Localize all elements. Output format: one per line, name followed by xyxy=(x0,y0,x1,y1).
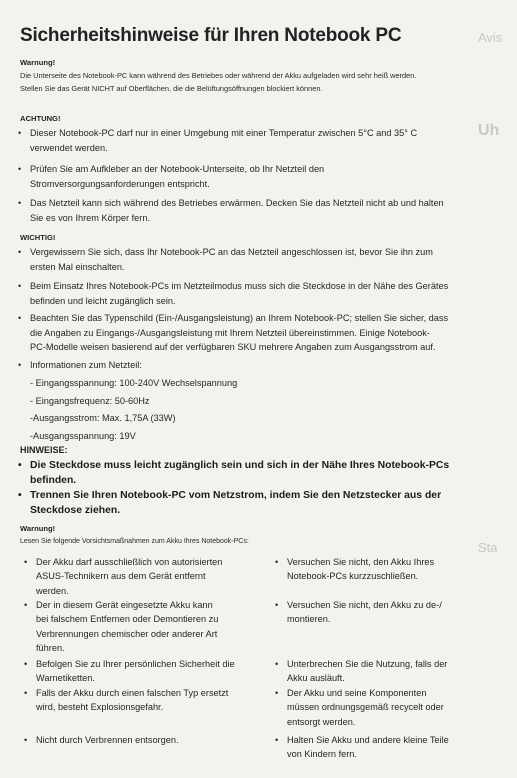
warning-intro: Lesen Sie folgende Vorsichtsmaßnahmen zum Akku Ihres Notebook-PCs: xyxy=(20,538,249,545)
bullet-icon: • xyxy=(18,313,22,323)
battery-warning-item: • Falls der Akku durch einen falschen Typ ersetzt wird, besteht Explosionsgefahr. xyxy=(24,688,229,713)
bullet-icon: • xyxy=(24,688,28,698)
bullet-icon: • xyxy=(275,688,279,698)
list-item: • Das Netzteil kann sich während des Betriebes erwärmen. Decken Sie das Netzteil nicht ab und halten Sie es von Ihrem Körper fern. xyxy=(18,198,444,223)
warning-heading: Warnung! xyxy=(20,58,56,67)
important-heading: WICHTIG! xyxy=(20,233,56,242)
list-item: • Die Steckdose muss leicht zugänglich sein und sich in der Nähe Ihres Notebook-PCs befinden. xyxy=(18,460,450,486)
bullet-icon: • xyxy=(18,460,22,471)
list-item: • Beachten Sie das Typenschild (Ein-/Ausgangsleistung) an Ihrem Notebook-PC; stellen Sie sicher, dass die Angaben zu Eingangs-/Ausgangsleistung mit Ihrem Netzteil übereinstimmen. Einige Notebook- PC-Modelle weisen basierend auf der verfügbaren SKU mehrere Angaben zum Ausgangsstrom auf. xyxy=(18,313,449,353)
bullet-icon: • xyxy=(24,735,28,745)
list-item: • Trennen Sie Ihren Notebook-PC vom Netzstrom, indem Sie den Netzstecker aus der Steckdose ziehen. xyxy=(18,490,442,516)
bullet-icon: • xyxy=(18,281,22,291)
spec-line: - Eingangsspannung: 100-240V Wechselspannung xyxy=(30,378,238,388)
battery-warning-item: • Unterbrechen Sie die Nutzung, falls der Akku ausläuft. xyxy=(275,659,448,684)
battery-warning-item: • Befolgen Sie zu Ihrer persönlichen Sicherheit die Warnetiketten. xyxy=(24,659,235,684)
page-title: Sicherheitshinweise für Ihren Notebook PC xyxy=(20,25,402,46)
bullet-icon: • xyxy=(275,557,279,567)
bleed-through-text: Uh xyxy=(478,122,500,139)
bullet-icon: • xyxy=(24,557,28,567)
list-item: • Beim Einsatz Ihres Notebook-PCs im Netzteilmodus muss sich die Steckdose in der Nähe des Gerätes befinden und leicht zugänglich sein. xyxy=(18,281,449,306)
notes-heading: HINWEISE: xyxy=(20,445,68,455)
bullet-icon: • xyxy=(18,164,22,174)
battery-warning-item: • Versuchen Sie nicht, den Akku zu de-/ montieren. xyxy=(275,600,442,625)
bullet-icon: • xyxy=(18,128,22,138)
list-item: • Informationen zum Netzteil: xyxy=(18,358,484,373)
list-item: • Vergewissern Sie sich, dass Ihr Notebook-PC an das Netzteil angeschlossen ist, bevor Sie ihn zum ersten Mal einschalten. xyxy=(18,247,433,272)
bullet-icon: • xyxy=(18,360,22,370)
battery-warning-item: • Der in diesem Gerät eingesetzte Akku kann bei falschem Entfernen oder Demontieren zu Verbrennungen chemischer oder anderer Art führen. xyxy=(24,600,219,654)
battery-warning-item: • Versuchen Sie nicht, den Akku Ihres Notebook-PCs kurzzuschließen. xyxy=(275,557,435,582)
caution-heading: ACHTUNG! xyxy=(20,114,61,123)
list-item: • Prüfen Sie am Aufkleber an der Notebook-Unterseite, ob Ihr Netzteil den Stromversorgungsanforderungen entspricht. xyxy=(18,164,325,189)
warning-heading: Warnung! xyxy=(20,524,56,533)
spec-line: -Ausgangsspannung: 19V xyxy=(30,431,136,441)
bleed-through-text: Avis xyxy=(478,30,503,45)
bleed-through-text: Sta xyxy=(478,540,498,555)
bullet-icon: • xyxy=(24,600,28,610)
spec-line: - Eingangsfrequenz: 50-60Hz xyxy=(30,396,150,406)
bullet-icon: • xyxy=(18,490,22,501)
spec-line: -Ausgangsstrom: Max. 1,75A (33W) xyxy=(30,413,176,423)
bullet-icon: • xyxy=(275,659,279,669)
bullet-icon: • xyxy=(275,735,279,745)
bullet-icon: • xyxy=(275,600,279,610)
battery-warning-item: • Der Akku und seine Komponenten müssen ordnungsgemäß recycelt oder entsorgt werden. xyxy=(275,688,444,727)
battery-warning-item: • Nicht durch Verbrennen entsorgen. xyxy=(24,733,254,747)
warning-text: Die Unterseite des Notebook-PC kann während des Betriebes oder während der Akku aufgeladen wird sehr heiß werden. Stellen Sie das Gerät NICHT auf Oberflächen, die die Belüftungsöffnungen blockiert können. xyxy=(20,71,417,93)
bullet-icon: • xyxy=(24,659,28,669)
list-item: • Dieser Notebook-PC darf nur in einer Umgebung mit einer Temperatur zwischen 5°C and 35° C verwendet werden. xyxy=(18,128,418,153)
battery-warning-item: • Der Akku darf ausschließlich von autorisierten ASUS-Technikern aus dem Gerät entfernt werden. xyxy=(24,557,223,596)
bullet-icon: • xyxy=(18,247,22,257)
bullet-icon: • xyxy=(18,198,22,208)
battery-warning-item: • Halten Sie Akku und andere kleine Teile von Kindern fern. xyxy=(275,735,449,760)
